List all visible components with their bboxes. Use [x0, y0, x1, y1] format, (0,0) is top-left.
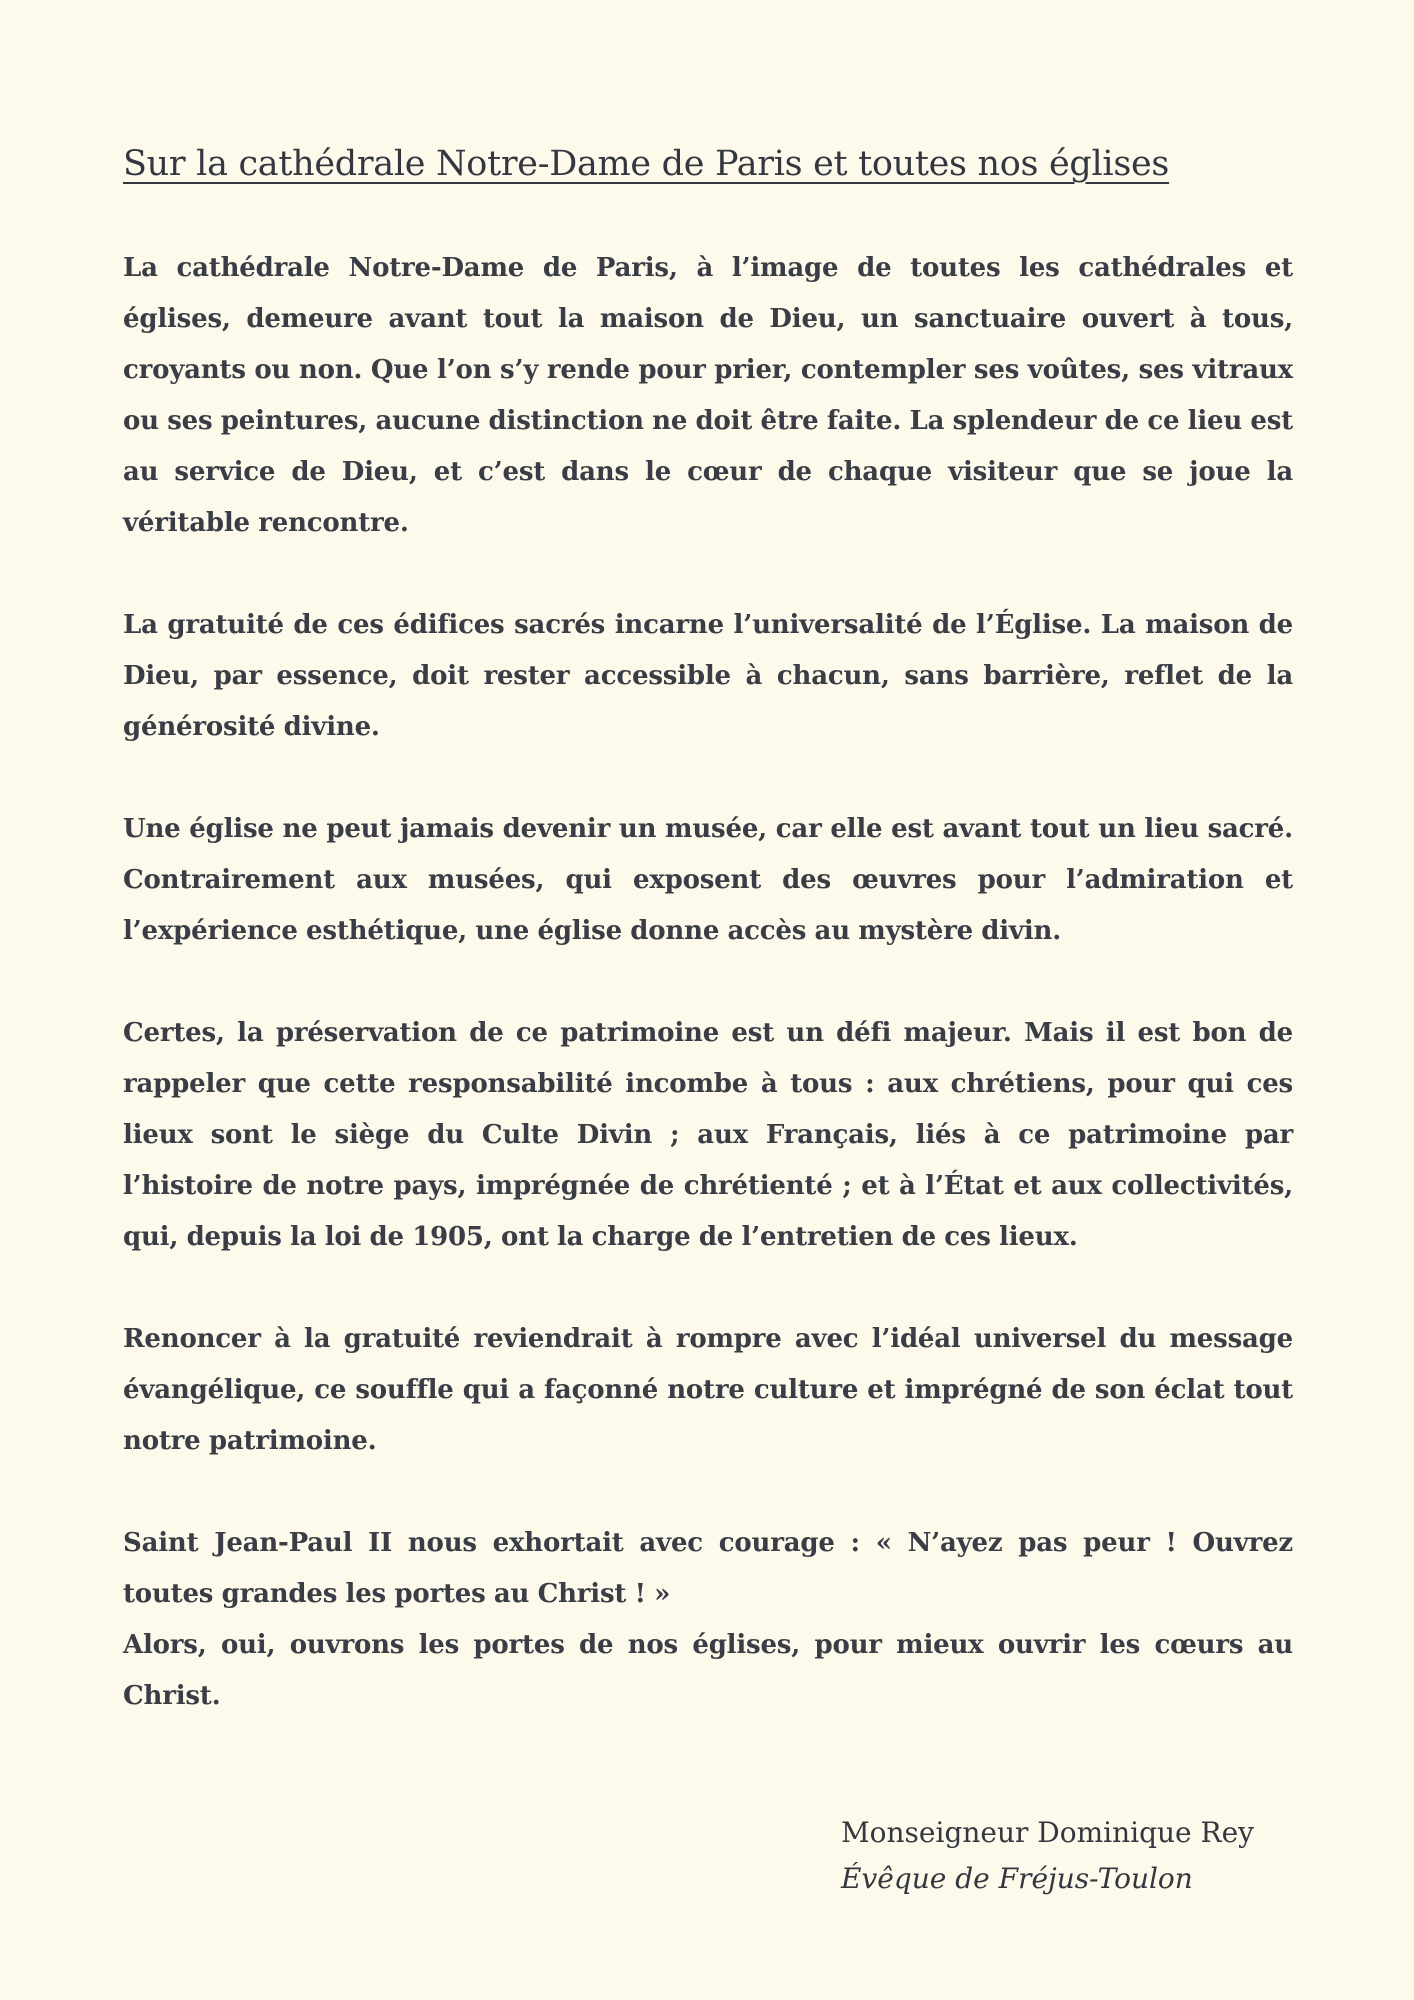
paragraph-7: Alors, oui, ouvrons les portes de nos églises, pour mieux ouvrir les cœurs au Christ.: [123, 1630, 1293, 1711]
paragraph-4: Certes, la préservation de ce patrimoine est un défi majeur. Mais il est bon de rappeler que cette responsabilité incombe à tous : aux chrétiens, pour qui ces lieux sont le siège du Culte Divin ; aux Français, liés à ce patrimoine par l’histoire de notre pays, imprégnée de chrétienté ; et à l’État et aux collectivités, qui, depuis la loi de 1905, ont la charge de l’entretien de ces lieux.: [123, 1018, 1293, 1252]
signature-role: Évêque de Fréjus-Toulon: [841, 1862, 1193, 1895]
signature-name: Monseigneur Dominique Rey: [841, 1816, 1254, 1849]
paragraph-3: Une église ne peut jamais devenir un musée, car elle est avant tout un lieu sacré. Contrairement aux musées, qui exposent des œuvres pour l’admiration et l’expérience esthétique, une église donne accès au mystère divin.: [123, 814, 1293, 946]
paragraph-1: La cathédrale Notre-Dame de Paris, à l’image de toutes les cathédrales et églises, demeure avant tout la maison de Dieu, un sanctuaire ouvert à tous, croyants ou non. Que l’on s’y rende pour prier, contempler ses voûtes, ses vitraux ou ses peintures, aucune distinction ne doit être faite. La splendeur de ce lieu est au service de Dieu, et c’est dans le cœur de chaque visiteur que se joue la véritable rencontre.: [123, 253, 1293, 538]
document-title: Sur la cathédrale Notre-Dame de Paris et toutes nos églises: [123, 144, 1170, 184]
paragraph-2: La gratuité de ces édifices sacrés incarne l’universalité de l’Église. La maison de Dieu, par essence, doit rester accessible à chacun, sans barrière, reflet de la générosité divine.: [123, 610, 1293, 742]
signature-block: [841, 1810, 1254, 1902]
paragraph-5: Renoncer à la gratuité reviendrait à rompre avec l’idéal universel du message évangélique, ce souffle qui a façonné notre culture et imprégné de son éclat tout notre patrimoine.: [123, 1324, 1293, 1456]
paragraph-6-quote: Saint Jean-Paul II nous exhortait avec courage : « N’ayez pas peur ! Ouvrez toutes grandes les portes au Christ ! »: [123, 1528, 1293, 1609]
document-body: [123, 243, 1293, 1722]
